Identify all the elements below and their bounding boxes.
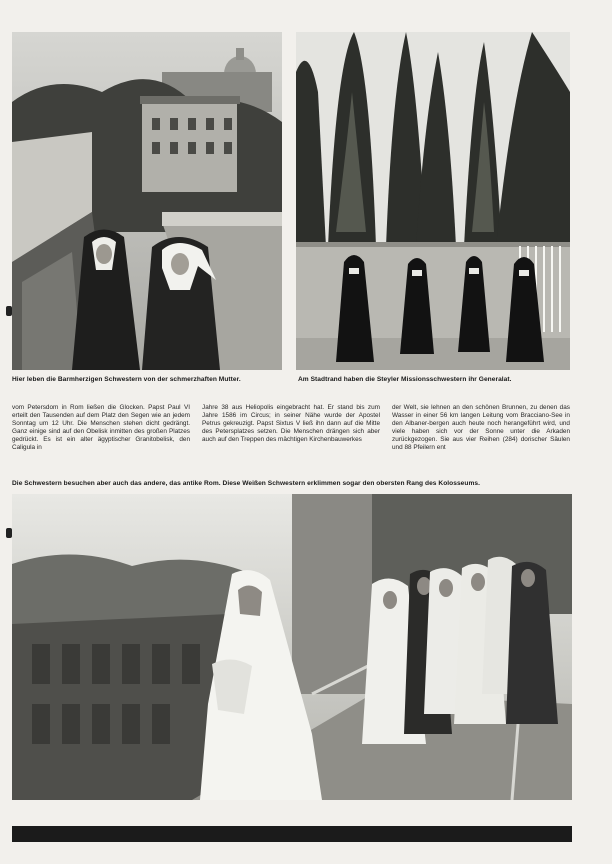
photo-nuns-terrace [12, 32, 282, 370]
bottom-bar [12, 826, 572, 842]
column-paragraph: vom Petersdom in Rom ließen die Glocken. Papst Paul VI erteilt den Tausenden auf dem Platz den Segen wie an jedem Sonntag um 12 Uhr. Die Menschen stehen dicht gedrängt. Ganz einige sind auf den Obelisk inmitten des großen Platzes gedrückt. Es ist ein alter ägyptischer Granitobelisk, den Caligula in [12, 404, 190, 452]
text-column-3 [392, 404, 570, 453]
photo-nuns-walking [296, 32, 570, 370]
caption-top-right: Am Stadtrand haben die Steyler Missionsschwestern ihr Generalat. [298, 376, 512, 383]
photo-nuns-colosseum [12, 494, 572, 800]
column-paragraph: der Welt, sie lehnen an den schönen Brunnen, zu denen das Wasser in einer 56 km langen Leitung vom Bracciano-See in den Albaner-bergen auch heute noch herangeführt wird, und viele haben sich vor der Sonne unter die Arkaden zurückgezogen. Sie aus vier Reihen (284) dorischer Säulen und 88 Pfeilern ent [392, 404, 570, 452]
text-column-1 [12, 404, 190, 453]
column-paragraph: Jahre 38 aus Heliopolis eingebracht hat. Er stand bis zum Jahre 1586 im Circus; in seiner Nähe wurde der Apostel Petrus gekreuzigt. Papst Sixtus V ließ ihn dann auf die Mitte des Petersplatzes setzen. Die Menschen drängen sich aber auch auf den Treppen des mächtigen Kirchenbauwerkes [202, 404, 380, 444]
page-edge-mark [6, 306, 12, 316]
caption-middle: Die Schwestern besuchen aber auch das andere, das antike Rom. Diese Weißen Schwestern erklimmen sogar den obersten Rang des Kolosseums. [12, 480, 480, 487]
page-edge-mark [6, 528, 12, 538]
caption-top-left: Hier leben die Barmherzigen Schwestern von der schmerzhaften Mutter. [12, 376, 241, 383]
text-column-2 [202, 404, 380, 444]
